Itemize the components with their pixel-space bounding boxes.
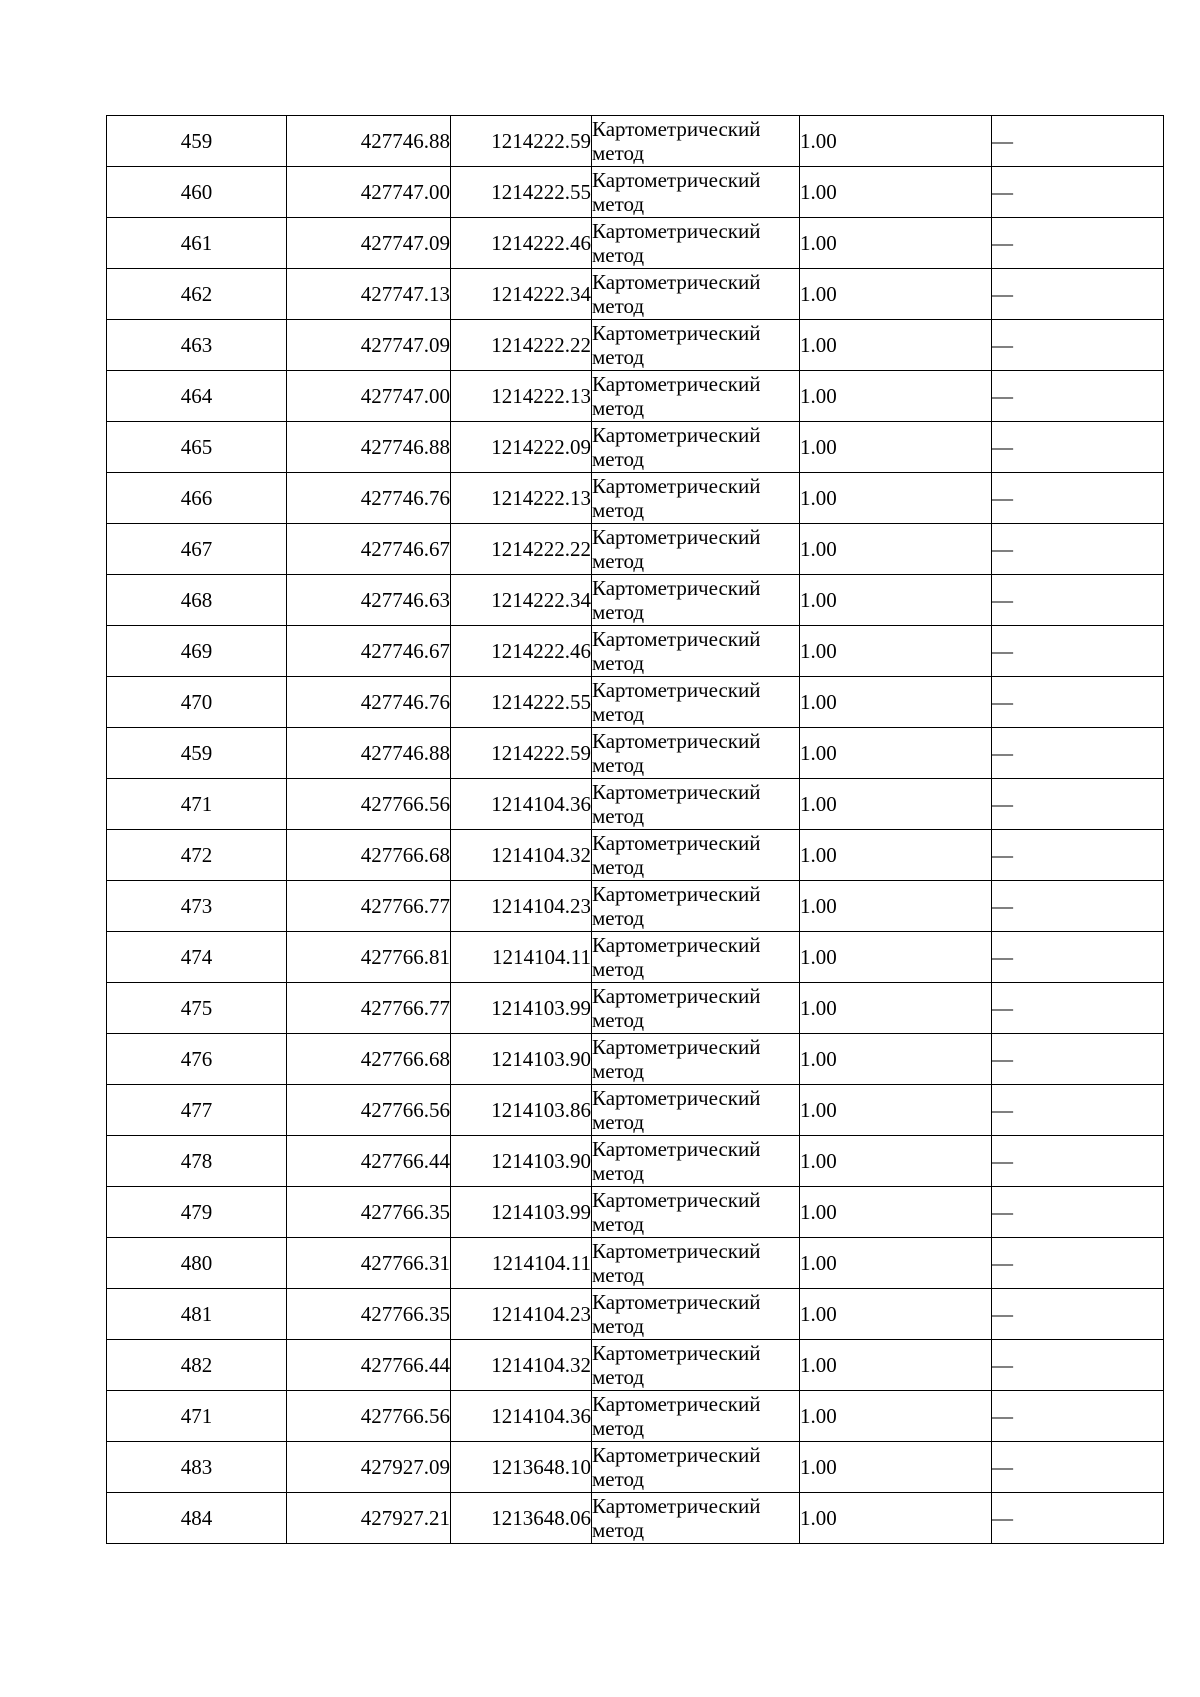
- method-line-2: метод: [592, 1518, 645, 1542]
- accuracy-cell: 1.00: [800, 575, 992, 626]
- accuracy-cell: 1.00: [800, 1034, 992, 1085]
- table-row: [107, 524, 1164, 575]
- method-line-2: метод: [592, 804, 645, 828]
- y-coordinate-cell: 1214104.32: [451, 830, 592, 881]
- method-line-1: Картометрический: [592, 831, 761, 855]
- x-coordinate-cell: 427746.67: [287, 626, 451, 677]
- method-line-1: Картометрический: [592, 1137, 761, 1161]
- accuracy-cell: 1.00: [800, 167, 992, 218]
- description-cell: —: [992, 1034, 1164, 1085]
- point-number-cell: 468: [107, 575, 287, 626]
- method-cell: [592, 422, 800, 473]
- method-line-1: Картометрический: [592, 933, 761, 957]
- method-cell: [592, 1493, 800, 1544]
- method-line-1: Картометрический: [592, 984, 761, 1008]
- y-coordinate-cell: 1214103.86: [451, 1085, 592, 1136]
- table-row: [107, 1136, 1164, 1187]
- accuracy-cell: 1.00: [800, 932, 992, 983]
- method-cell: [592, 830, 800, 881]
- method-cell: [592, 1187, 800, 1238]
- method-line-2: метод: [592, 1161, 645, 1185]
- y-coordinate-cell: 1214222.22: [451, 524, 592, 575]
- y-coordinate-cell: 1214103.99: [451, 983, 592, 1034]
- x-coordinate-cell: 427766.77: [287, 881, 451, 932]
- method-line-2: метод: [592, 1365, 645, 1389]
- table-row: [107, 575, 1164, 626]
- x-coordinate-cell: 427766.56: [287, 1391, 451, 1442]
- table-row: [107, 116, 1164, 167]
- y-coordinate-cell: 1214104.36: [451, 779, 592, 830]
- method-line-2: метод: [592, 1467, 645, 1491]
- method-line-1: Картометрический: [592, 1494, 761, 1518]
- description-cell: —: [992, 1136, 1164, 1187]
- method-cell: [592, 1136, 800, 1187]
- x-coordinate-cell: 427927.21: [287, 1493, 451, 1544]
- method-line-1: Картометрический: [592, 321, 761, 345]
- point-number-cell: 459: [107, 116, 287, 167]
- y-coordinate-cell: 1214103.90: [451, 1034, 592, 1085]
- method-line-1: Картометрический: [592, 882, 761, 906]
- y-coordinate-cell: 1214103.90: [451, 1136, 592, 1187]
- x-coordinate-cell: 427746.88: [287, 728, 451, 779]
- x-coordinate-cell: 427766.44: [287, 1136, 451, 1187]
- x-coordinate-cell: 427766.68: [287, 1034, 451, 1085]
- accuracy-cell: 1.00: [800, 422, 992, 473]
- point-number-cell: 462: [107, 269, 287, 320]
- y-coordinate-cell: 1214222.13: [451, 473, 592, 524]
- method-line-2: метод: [592, 1059, 645, 1083]
- method-line-2: метод: [592, 1314, 645, 1338]
- method-line-1: Картометрический: [592, 780, 761, 804]
- description-cell: —: [992, 1289, 1164, 1340]
- x-coordinate-cell: 427766.35: [287, 1187, 451, 1238]
- table-row: [107, 626, 1164, 677]
- point-number-cell: 469: [107, 626, 287, 677]
- method-cell: [592, 932, 800, 983]
- point-number-cell: 478: [107, 1136, 287, 1187]
- y-coordinate-cell: 1214103.99: [451, 1187, 592, 1238]
- method-cell: [592, 1391, 800, 1442]
- y-coordinate-cell: 1213648.10: [451, 1442, 592, 1493]
- table-row: [107, 677, 1164, 728]
- method-line-2: метод: [592, 702, 645, 726]
- accuracy-cell: 1.00: [800, 779, 992, 830]
- point-number-cell: 476: [107, 1034, 287, 1085]
- method-line-2: метод: [592, 1110, 645, 1134]
- point-number-cell: 474: [107, 932, 287, 983]
- table-row: [107, 1493, 1164, 1544]
- method-line-1: Картометрический: [592, 525, 761, 549]
- table-row: [107, 881, 1164, 932]
- method-line-2: метод: [592, 1416, 645, 1440]
- table-row: [107, 1085, 1164, 1136]
- accuracy-cell: 1.00: [800, 1289, 992, 1340]
- method-cell: [592, 779, 800, 830]
- description-cell: —: [992, 983, 1164, 1034]
- table-row: [107, 830, 1164, 881]
- method-line-1: Картометрический: [592, 678, 761, 702]
- y-coordinate-cell: 1214104.11: [451, 1238, 592, 1289]
- y-coordinate-cell: 1214222.55: [451, 677, 592, 728]
- x-coordinate-cell: 427746.63: [287, 575, 451, 626]
- point-number-cell: 475: [107, 983, 287, 1034]
- method-cell: [592, 218, 800, 269]
- table-row: [107, 371, 1164, 422]
- accuracy-cell: 1.00: [800, 1238, 992, 1289]
- table-row: [107, 1187, 1164, 1238]
- method-cell: [592, 1085, 800, 1136]
- y-coordinate-cell: 1214104.23: [451, 881, 592, 932]
- method-line-2: метод: [592, 447, 645, 471]
- point-number-cell: 482: [107, 1340, 287, 1391]
- x-coordinate-cell: 427747.00: [287, 167, 451, 218]
- table-row: [107, 1442, 1164, 1493]
- method-line-2: метод: [592, 753, 645, 777]
- method-line-2: метод: [592, 549, 645, 573]
- description-cell: —: [992, 626, 1164, 677]
- point-number-cell: 481: [107, 1289, 287, 1340]
- description-cell: —: [992, 1340, 1164, 1391]
- method-line-1: Картометрический: [592, 423, 761, 447]
- method-cell: [592, 1340, 800, 1391]
- table-row: [107, 779, 1164, 830]
- point-number-cell: 472: [107, 830, 287, 881]
- method-line-1: Картометрический: [592, 372, 761, 396]
- method-line-1: Картометрический: [592, 1086, 761, 1110]
- method-cell: [592, 1442, 800, 1493]
- y-coordinate-cell: 1214222.46: [451, 218, 592, 269]
- description-cell: —: [992, 320, 1164, 371]
- method-line-1: Картометрический: [592, 117, 761, 141]
- method-line-1: Картометрический: [592, 1443, 761, 1467]
- x-coordinate-cell: 427766.35: [287, 1289, 451, 1340]
- accuracy-cell: 1.00: [800, 524, 992, 575]
- method-line-1: Картометрический: [592, 1290, 761, 1314]
- method-line-2: метод: [592, 1008, 645, 1032]
- y-coordinate-cell: 1214222.59: [451, 116, 592, 167]
- table-row: [107, 422, 1164, 473]
- y-coordinate-cell: 1214104.36: [451, 1391, 592, 1442]
- point-number-cell: 461: [107, 218, 287, 269]
- method-cell: [592, 524, 800, 575]
- accuracy-cell: 1.00: [800, 626, 992, 677]
- method-line-2: метод: [592, 498, 645, 522]
- table-row: [107, 269, 1164, 320]
- method-line-1: Картометрический: [592, 1035, 761, 1059]
- point-number-cell: 484: [107, 1493, 287, 1544]
- y-coordinate-cell: 1214104.11: [451, 932, 592, 983]
- method-line-1: Картометрический: [592, 576, 761, 600]
- method-line-2: метод: [592, 345, 645, 369]
- method-line-1: Картометрический: [592, 1188, 761, 1212]
- accuracy-cell: 1.00: [800, 1391, 992, 1442]
- method-line-1: Картометрический: [592, 1392, 761, 1416]
- method-line-2: метод: [592, 192, 645, 216]
- method-cell: [592, 626, 800, 677]
- method-cell: [592, 728, 800, 779]
- x-coordinate-cell: 427747.09: [287, 218, 451, 269]
- method-line-2: метод: [592, 855, 645, 879]
- table-row: [107, 218, 1164, 269]
- method-line-1: Картометрический: [592, 219, 761, 243]
- description-cell: —: [992, 1085, 1164, 1136]
- accuracy-cell: 1.00: [800, 269, 992, 320]
- method-line-2: метод: [592, 651, 645, 675]
- description-cell: —: [992, 167, 1164, 218]
- point-number-cell: 483: [107, 1442, 287, 1493]
- method-line-2: метод: [592, 600, 645, 624]
- description-cell: —: [992, 677, 1164, 728]
- table-row: [107, 728, 1164, 779]
- x-coordinate-cell: 427766.81: [287, 932, 451, 983]
- accuracy-cell: 1.00: [800, 1340, 992, 1391]
- point-number-cell: 480: [107, 1238, 287, 1289]
- x-coordinate-cell: 427746.67: [287, 524, 451, 575]
- method-line-2: метод: [592, 1263, 645, 1287]
- description-cell: —: [992, 422, 1164, 473]
- x-coordinate-cell: 427766.44: [287, 1340, 451, 1391]
- table-row: [107, 320, 1164, 371]
- x-coordinate-cell: 427927.09: [287, 1442, 451, 1493]
- method-cell: [592, 881, 800, 932]
- description-cell: —: [992, 932, 1164, 983]
- table-row: [107, 473, 1164, 524]
- x-coordinate-cell: 427766.77: [287, 983, 451, 1034]
- description-cell: —: [992, 830, 1164, 881]
- method-line-2: метод: [592, 957, 645, 981]
- accuracy-cell: 1.00: [800, 1085, 992, 1136]
- y-coordinate-cell: 1213648.06: [451, 1493, 592, 1544]
- point-number-cell: 477: [107, 1085, 287, 1136]
- method-cell: [592, 983, 800, 1034]
- method-line-2: метод: [592, 1212, 645, 1236]
- x-coordinate-cell: 427746.88: [287, 422, 451, 473]
- method-cell: [592, 320, 800, 371]
- point-number-cell: 465: [107, 422, 287, 473]
- point-number-cell: 467: [107, 524, 287, 575]
- description-cell: —: [992, 218, 1164, 269]
- coordinates-table: [106, 115, 1164, 1544]
- y-coordinate-cell: 1214104.32: [451, 1340, 592, 1391]
- point-number-cell: 460: [107, 167, 287, 218]
- method-line-1: Картометрический: [592, 1341, 761, 1365]
- accuracy-cell: 1.00: [800, 320, 992, 371]
- method-line-1: Картометрический: [592, 729, 761, 753]
- accuracy-cell: 1.00: [800, 728, 992, 779]
- point-number-cell: 466: [107, 473, 287, 524]
- x-coordinate-cell: 427766.56: [287, 1085, 451, 1136]
- method-cell: [592, 167, 800, 218]
- description-cell: —: [992, 371, 1164, 422]
- method-line-2: метод: [592, 141, 645, 165]
- description-cell: —: [992, 575, 1164, 626]
- x-coordinate-cell: 427746.76: [287, 677, 451, 728]
- method-line-2: метод: [592, 396, 645, 420]
- point-number-cell: 459: [107, 728, 287, 779]
- method-cell: [592, 677, 800, 728]
- accuracy-cell: 1.00: [800, 1136, 992, 1187]
- y-coordinate-cell: 1214222.13: [451, 371, 592, 422]
- point-number-cell: 479: [107, 1187, 287, 1238]
- table-row: [107, 167, 1164, 218]
- accuracy-cell: 1.00: [800, 1442, 992, 1493]
- method-line-1: Картометрический: [592, 627, 761, 651]
- method-cell: [592, 575, 800, 626]
- x-coordinate-cell: 427746.88: [287, 116, 451, 167]
- method-cell: [592, 1238, 800, 1289]
- method-line-1: Картометрический: [592, 270, 761, 294]
- point-number-cell: 470: [107, 677, 287, 728]
- accuracy-cell: 1.00: [800, 1493, 992, 1544]
- y-coordinate-cell: 1214222.34: [451, 269, 592, 320]
- description-cell: —: [992, 1442, 1164, 1493]
- coordinates-table-body: [107, 116, 1164, 1544]
- method-line-2: метод: [592, 294, 645, 318]
- accuracy-cell: 1.00: [800, 677, 992, 728]
- description-cell: —: [992, 1493, 1164, 1544]
- accuracy-cell: 1.00: [800, 218, 992, 269]
- x-coordinate-cell: 427746.76: [287, 473, 451, 524]
- x-coordinate-cell: 427766.31: [287, 1238, 451, 1289]
- x-coordinate-cell: 427747.00: [287, 371, 451, 422]
- x-coordinate-cell: 427766.56: [287, 779, 451, 830]
- description-cell: —: [992, 1391, 1164, 1442]
- table-row: [107, 1238, 1164, 1289]
- table-row: [107, 1391, 1164, 1442]
- point-number-cell: 463: [107, 320, 287, 371]
- method-line-1: Картометрический: [592, 168, 761, 192]
- method-line-2: метод: [592, 906, 645, 930]
- accuracy-cell: 1.00: [800, 473, 992, 524]
- method-cell: [592, 116, 800, 167]
- description-cell: —: [992, 728, 1164, 779]
- point-number-cell: 473: [107, 881, 287, 932]
- method-cell: [592, 1034, 800, 1085]
- method-cell: [592, 1289, 800, 1340]
- x-coordinate-cell: 427766.68: [287, 830, 451, 881]
- accuracy-cell: 1.00: [800, 830, 992, 881]
- point-number-cell: 471: [107, 779, 287, 830]
- method-line-2: метод: [592, 243, 645, 267]
- table-row: [107, 932, 1164, 983]
- table-row: [107, 983, 1164, 1034]
- description-cell: —: [992, 1187, 1164, 1238]
- y-coordinate-cell: 1214222.55: [451, 167, 592, 218]
- method-cell: [592, 371, 800, 422]
- description-cell: —: [992, 269, 1164, 320]
- x-coordinate-cell: 427747.13: [287, 269, 451, 320]
- accuracy-cell: 1.00: [800, 1187, 992, 1238]
- y-coordinate-cell: 1214222.09: [451, 422, 592, 473]
- description-cell: —: [992, 1238, 1164, 1289]
- accuracy-cell: 1.00: [800, 116, 992, 167]
- method-line-1: Картометрический: [592, 474, 761, 498]
- y-coordinate-cell: 1214222.59: [451, 728, 592, 779]
- accuracy-cell: 1.00: [800, 371, 992, 422]
- y-coordinate-cell: 1214222.22: [451, 320, 592, 371]
- accuracy-cell: 1.00: [800, 983, 992, 1034]
- description-cell: —: [992, 116, 1164, 167]
- description-cell: —: [992, 881, 1164, 932]
- table-row: [107, 1289, 1164, 1340]
- y-coordinate-cell: 1214222.34: [451, 575, 592, 626]
- accuracy-cell: 1.00: [800, 881, 992, 932]
- x-coordinate-cell: 427747.09: [287, 320, 451, 371]
- method-cell: [592, 473, 800, 524]
- description-cell: —: [992, 473, 1164, 524]
- table-row: [107, 1340, 1164, 1391]
- y-coordinate-cell: 1214222.46: [451, 626, 592, 677]
- point-number-cell: 471: [107, 1391, 287, 1442]
- description-cell: —: [992, 779, 1164, 830]
- y-coordinate-cell: 1214104.23: [451, 1289, 592, 1340]
- point-number-cell: 464: [107, 371, 287, 422]
- method-line-1: Картометрический: [592, 1239, 761, 1263]
- description-cell: —: [992, 524, 1164, 575]
- method-cell: [592, 269, 800, 320]
- table-row: [107, 1034, 1164, 1085]
